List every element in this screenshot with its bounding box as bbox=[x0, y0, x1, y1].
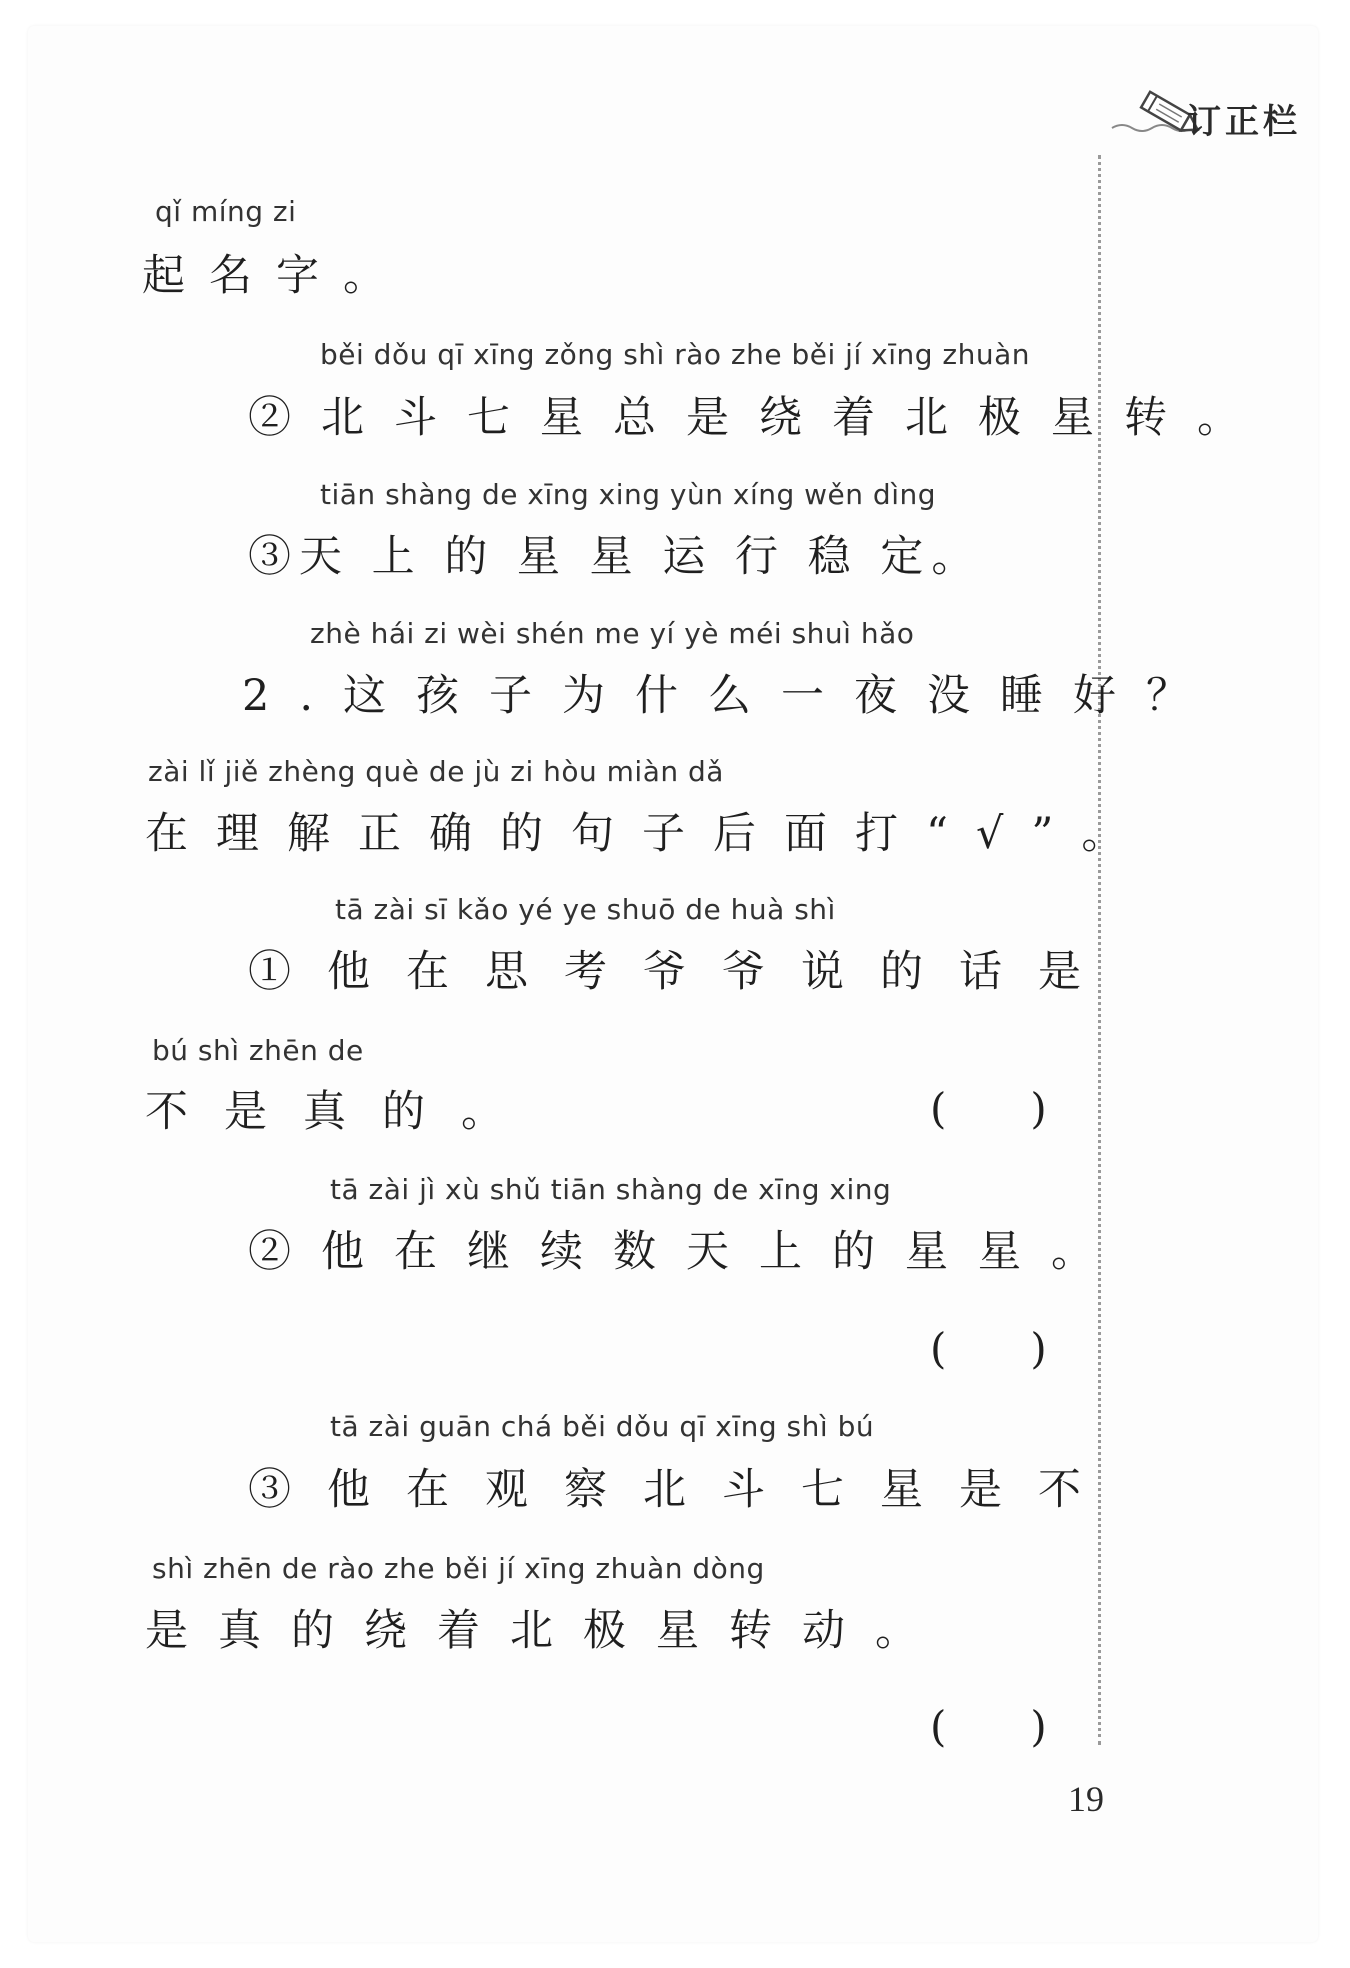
option-text: 不是真的。 bbox=[145, 1087, 540, 1137]
sentence-text: 起名字。 bbox=[142, 251, 410, 301]
option-text: ③他在观察北斗七星是不 bbox=[248, 1465, 1117, 1515]
pinyin-line: shì zhēn de rào zhe běi jí xīng zhuàn dòng bbox=[152, 1552, 765, 1585]
pinyin-line: zài lǐ jiě zhèng què de jù zi hòu miàn dǎ bbox=[148, 755, 724, 788]
answer-parentheses[interactable]: ( ) bbox=[930, 1702, 1047, 1751]
correction-column-title: 订正栏 bbox=[1187, 102, 1301, 142]
pinyin-line: zhè hái zi wèi shén me yí yè méi shuì hǎo bbox=[310, 617, 915, 650]
option-text: ①他在思考爷爷说的话是 bbox=[248, 947, 1117, 997]
instruction-text: 在理解正确的句子后面打“√”。 bbox=[145, 809, 1153, 859]
question-text: 2.这孩子为什么一夜没睡好？ bbox=[242, 671, 1220, 721]
sentence-text: ②北斗七星总是绕着北极星转。 bbox=[248, 393, 1270, 443]
pinyin-line: tā zài sī kǎo yé ye shuō de huà shì bbox=[335, 893, 836, 926]
pinyin-line: tā zài guān chá běi dǒu qī xīng shì bú bbox=[330, 1410, 875, 1443]
option-text: ②他在继续数天上的星星。 bbox=[248, 1227, 1124, 1277]
pinyin-line: běi dǒu qī xīng zǒng shì rào zhe běi jí xīng zhuàn bbox=[320, 338, 1030, 371]
pinyin-line: qǐ míng zi bbox=[155, 195, 297, 228]
answer-parentheses[interactable]: ( ) bbox=[930, 1084, 1047, 1133]
pinyin-line: tiān shàng de xīng xing yùn xíng wěn dìng bbox=[320, 478, 936, 511]
option-text: 是真的绕着北极星转动。 bbox=[145, 1606, 948, 1656]
answer-parentheses[interactable]: ( ) bbox=[930, 1324, 1047, 1373]
pinyin-line: tā zài jì xù shǔ tiān shàng de xīng xing bbox=[330, 1173, 892, 1206]
page-number: 19 bbox=[1068, 1779, 1104, 1819]
sentence-text: ③天 上 的 星 星 运 行 稳 定。 bbox=[248, 532, 983, 582]
correction-column-header bbox=[1110, 84, 1325, 144]
pinyin-line: bú shì zhēn de bbox=[152, 1034, 364, 1067]
